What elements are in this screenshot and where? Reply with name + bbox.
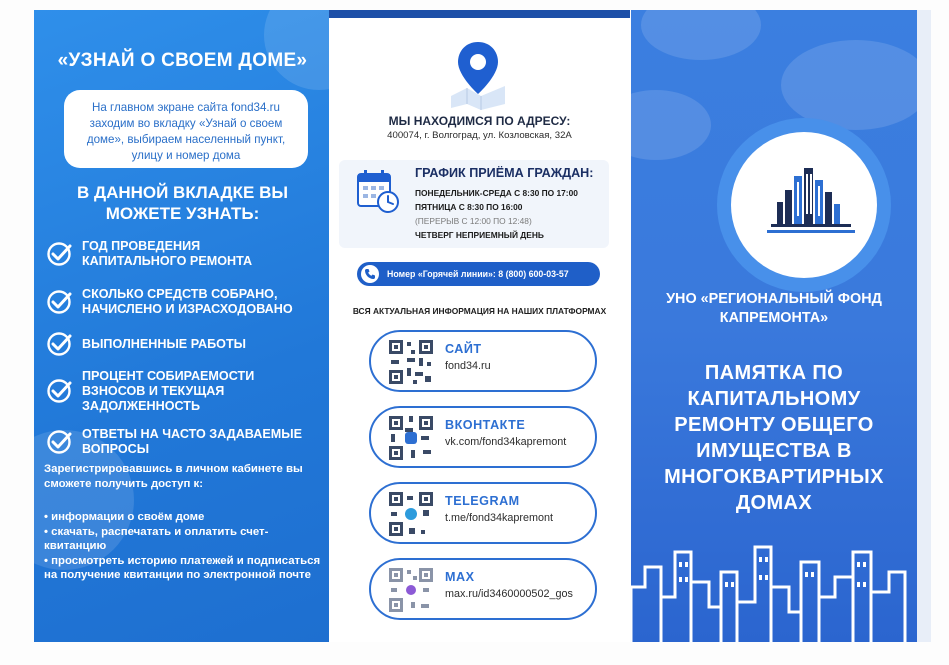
list-item [46,278,326,326]
list-item [46,362,326,420]
title-line: МНОГОКВАРТИРНЫХ [664,466,884,488]
check-circle-icon [46,429,72,455]
building-logo-icon [731,132,877,278]
platform-telegram-card[interactable] [369,482,597,544]
list-item-text [82,287,293,317]
platform-name: ВКОНТАКТЕ [445,418,526,432]
list-item: • скачать, распечатать и оплатить счет-квитанцию [44,525,329,554]
platform-vk-card[interactable] [369,406,597,468]
address-title: МЫ НАХОДИМСЯ ПО АДРЕСУ: [388,114,571,128]
subtitle-line: В ДАННОЙ ВКЛАДКЕ ВЫ [76,183,289,202]
check-circle-icon [46,331,72,357]
platform-max-card[interactable] [369,558,597,620]
title-line: ИМУЩЕСТВА В [696,440,852,462]
platform-name: САЙТ [445,342,482,356]
qr-code-icon [387,338,435,386]
schedule-line: ПЯТНИЦА С 8:30 ПО 16:00 [415,202,523,212]
list-item: • просмотреть историю платежей и подписаться на получение квитанции по электронной почте [44,554,329,583]
check-circle-icon [46,378,72,404]
platform-site-card[interactable] [369,330,597,392]
platform-name: TELEGRAM [445,494,520,508]
title-line: РЕМОНТУ ОБЩЕГО [674,414,874,436]
decor-cloud [631,90,711,160]
right-panel [631,10,917,642]
text-line: ЗАДОЛЖЕННОСТЬ [82,398,201,413]
access-list [44,510,329,583]
title-line: ДОМАХ [735,492,813,514]
skyline-graphic [631,527,917,642]
decor-cloud [781,40,917,130]
list-item [46,326,326,362]
section-subtitle [34,182,331,224]
text-line: ПРОЦЕНТ СОБИРАЕМОСТИ [82,368,255,383]
list-item [46,420,326,464]
text-line: ВЫПОЛНЕННЫЕ РАБОТЫ [82,336,246,351]
middle-panel [329,10,630,642]
qr-code-icon [387,414,435,462]
text-line: ГОД ПРОВЕДЕНИЯ [82,239,201,253]
list-item-text [82,239,252,269]
text-line: ВЗНОСОВ И ТЕКУЩАЯ [82,383,225,398]
org-line: КАПРЕМОНТА» [719,310,829,326]
list-item-text [82,427,302,457]
section-title: «УЗНАЙ О СВОЕМ ДОМЕ» [57,50,308,71]
schedule-line: (ПЕРЕРЫВ С 12:00 ПО 12:48) [415,216,532,226]
schedule-line: ПОНЕДЕЛЬНИК-СРЕДА С 8:30 ПО 17:00 [415,188,578,198]
check-circle-icon [46,241,72,267]
schedule-title: ГРАФИК ПРИЁМА ГРАЖДАН: [415,166,594,180]
left-panel [34,10,331,642]
decor-cloud [641,10,761,60]
title-line: ПАМЯТКА ПО [704,362,844,384]
text-line: КАПИТАЛЬНОГО РЕМОНТА [82,254,253,268]
schedule-line: ЧЕТВЕРГ НЕПРИЕМНЫЙ ДЕНЬ [415,230,544,240]
hotline-text: Номер «Горячей линии»: 8 (800) 600-03-57 [387,269,569,279]
list-item: • информации о своём доме [44,510,329,525]
qr-code-icon [387,566,435,614]
list-item-text [82,369,254,414]
platform-url[interactable]: t.me/fond34kapremont [445,512,554,524]
text-line: НАЧИСЛЕНО И ИЗРАСХОДОВАНО [82,302,293,316]
organization-name [631,290,917,328]
org-line: УНО «РЕГИОНАЛЬНЫЙ ФОНД [666,291,882,307]
list-item [46,230,326,278]
address-text: 400074, г. Волгоград, ул. Козловская, 32А [387,130,572,141]
top-bar [329,10,630,18]
phone-icon [361,265,379,283]
qr-code-icon [387,490,435,538]
registration-text: Зарегистрировавшись в личном кабинете вы сможете получить доступ к: [44,463,303,490]
text-line: СКОЛЬКО СРЕДСТВ СОБРАНО, [82,287,278,301]
calendar-clock-icon [356,168,400,214]
platform-url[interactable]: max.ru/id3460000502_gos [445,588,573,600]
text-line: ВОПРОСЫ [82,442,150,456]
title-line: КАПИТАЛЬНОМУ [687,388,861,410]
subtitle-line: МОЖЕТЕ УЗНАТЬ: [105,204,260,223]
page-edge [917,10,931,642]
platforms-title: ВСЯ АКТУАЛЬНАЯ ИНФОРМАЦИЯ НА НАШИХ ПЛАТФОРМАХ [352,306,607,316]
platform-url[interactable]: fond34.ru [445,360,491,372]
platform-url[interactable]: vk.com/fond34kapremont [445,436,567,448]
schedule-list [415,186,578,242]
brochure-title [631,360,917,516]
map-pin-icon [447,38,509,110]
platform-name: MAX [445,570,475,584]
hotline-banner[interactable] [357,262,600,286]
list-item-text [82,337,246,352]
intro-text: На главном экране сайта fond34.ru заходим во вкладку «Узнай о своем доме», выбираем населенный пункт, улицу и номер дома [64,90,308,168]
text-line: ОТВЕТЫ НА ЧАСТО ЗАДАВАЕМЫЕ [82,427,302,441]
check-circle-icon [46,289,72,315]
features-list [46,230,326,464]
